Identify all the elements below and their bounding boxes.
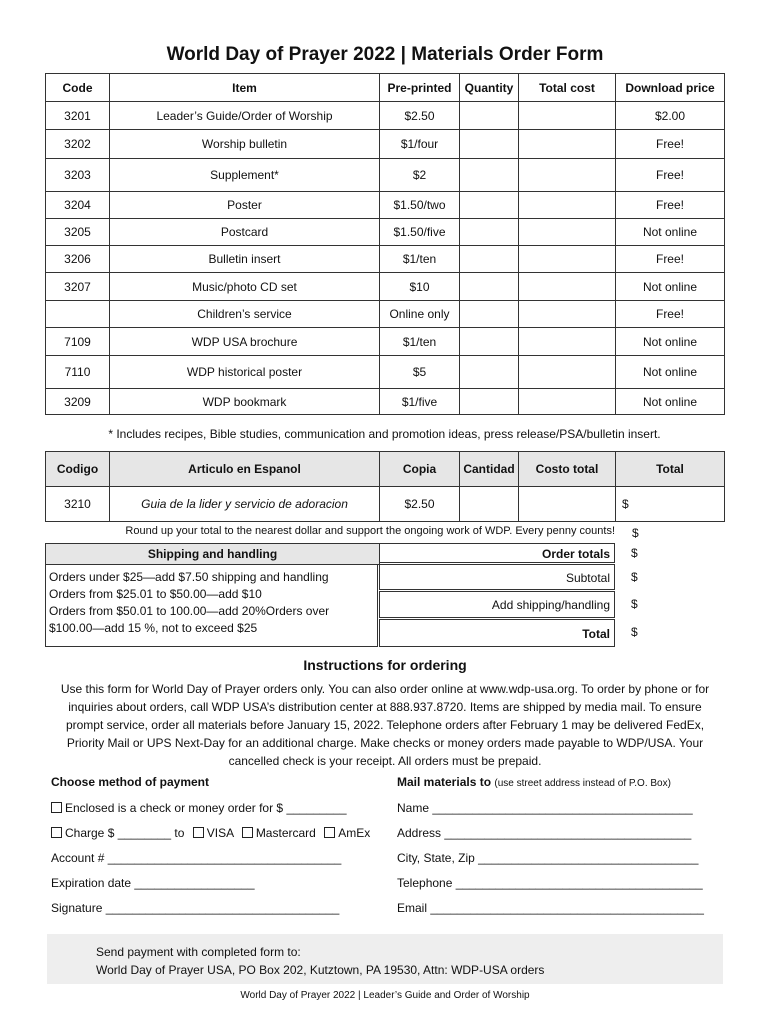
send-payment-text — [96, 943, 544, 979]
item-name: Poster — [110, 192, 380, 219]
spanish-row — [46, 487, 725, 522]
enclosed-label: Enclosed is a check or money order for $ _________ — [65, 801, 347, 815]
item-row — [46, 159, 725, 192]
mail-heading-label: Mail materials to — [397, 775, 492, 789]
col-copia: Copia — [380, 452, 460, 487]
grand-total-label: Total — [379, 619, 615, 647]
item-preprinted-price: $2 — [380, 159, 460, 192]
item-name: WDP USA brochure — [110, 328, 380, 356]
shipping-total-label: Add shipping/handling — [379, 591, 615, 618]
item-row — [46, 219, 725, 246]
visa-label: VISA — [206, 826, 234, 840]
instructions-heading: Instructions for ordering — [303, 657, 467, 673]
shipping-heading: Shipping and handling — [45, 543, 380, 565]
instructions-body: Use this form for World Day of Prayer orders only. You can also order online at www.wdp-usa.org. To order by phone or for inquiries about orders, call WDP USA’s distribution center at 888.937.8720. Items are shipped by media mail. To ensure prompt service, order all materials before January 15, 2022. Telephone orders after February 1 may be delivered FedEx, Priority Mail or UPS Next-Day for an additional charge. Make checks or money orders made payable to WDP/USA. Your cancelled check is your receipt. All orders must be prepaid. — [60, 682, 710, 768]
expiration-field[interactable]: Expiration date __________________ — [51, 876, 255, 890]
item-total-cost-input[interactable] — [519, 159, 616, 192]
spanish-table — [45, 451, 725, 522]
item-quantity-input[interactable] — [460, 356, 519, 389]
item-quantity-input[interactable] — [460, 246, 519, 273]
item-code: 3202 — [46, 130, 110, 159]
item-download-price: Not online — [616, 356, 725, 389]
item-total-cost-input[interactable] — [519, 130, 616, 159]
item-code: 3205 — [46, 219, 110, 246]
item-preprinted-price: $5 — [380, 356, 460, 389]
item-code: 3201 — [46, 102, 110, 130]
item-name: Postcard — [110, 219, 380, 246]
item-preprinted-price: $1/four — [380, 130, 460, 159]
totals-section — [45, 543, 724, 647]
item-download-price: $2.00 — [616, 102, 725, 130]
item-download-price: Free! — [616, 192, 725, 219]
item-preprinted-price: $1/ten — [380, 328, 460, 356]
shipping-line: Orders from $25.01 to $50.00—add $10 — [49, 587, 262, 601]
shipping-line: $100.00—add 15 %, not to exceed $25 — [49, 621, 258, 635]
spanish-item: Guia de la lider y servicio de adoracion — [110, 487, 380, 522]
order-totals-dollar[interactable]: $ — [631, 546, 638, 560]
item-download-price: Free! — [616, 301, 725, 328]
shipping-dollar[interactable]: $ — [631, 597, 638, 611]
charge-row[interactable] — [51, 826, 370, 840]
item-quantity-input[interactable] — [460, 102, 519, 130]
spanish-total-input[interactable]: $ — [616, 487, 725, 522]
item-name: Children’s service — [110, 301, 380, 328]
spanish-costo-input[interactable] — [519, 487, 616, 522]
item-download-price: Not online — [616, 219, 725, 246]
col-preprinted: Pre-printed — [380, 74, 460, 102]
mail-heading — [397, 775, 671, 789]
item-download-price: Not online — [616, 389, 725, 415]
item-row — [46, 102, 725, 130]
item-preprinted-price: $10 — [380, 273, 460, 301]
item-row — [46, 328, 725, 356]
address-field[interactable]: Address _____________________________________ — [397, 826, 692, 840]
item-code — [46, 301, 110, 328]
item-quantity-input[interactable] — [460, 328, 519, 356]
item-quantity-input[interactable] — [460, 130, 519, 159]
enclosed-check-row[interactable] — [51, 801, 347, 815]
item-preprinted-price: $1/five — [380, 389, 460, 415]
item-preprinted-price: $2.50 — [380, 102, 460, 130]
item-name: WDP historical poster — [110, 356, 380, 389]
item-download-price: Not online — [616, 273, 725, 301]
item-row — [46, 130, 725, 159]
item-quantity-input[interactable] — [460, 389, 519, 415]
subtotal-label: Subtotal — [379, 564, 615, 590]
checkbox-icon[interactable] — [324, 827, 335, 838]
item-code: 3207 — [46, 273, 110, 301]
footnote: * Includes recipes, Bible studies, communication and promotion ideas, press release/PSA/bulletin insert. — [108, 427, 661, 441]
item-total-cost-input[interactable] — [519, 389, 616, 415]
item-name: Leader’s Guide/Order of Worship — [110, 102, 380, 130]
item-preprinted-price: $1/ten — [380, 246, 460, 273]
col-articulo: Articulo en Espanol — [110, 452, 380, 487]
send-line-2: World Day of Prayer USA, PO Box 202, Kutztown, PA 19530, Attn: WDP-USA orders — [96, 963, 545, 977]
roundup-dollar[interactable]: $ — [632, 526, 639, 540]
page-title: World Day of Prayer 2022 | Materials Order Form — [166, 44, 604, 65]
send-line-1: Send payment with completed form to: — [96, 945, 301, 959]
total-dollar[interactable]: $ — [631, 625, 638, 639]
col-codigo: Codigo — [46, 452, 110, 487]
charge-label: Charge $ ________ to — [65, 826, 185, 840]
item-total-cost-input[interactable] — [519, 192, 616, 219]
item-row — [46, 389, 725, 415]
spanish-header-row — [46, 452, 725, 487]
item-preprinted-price: $1.50/five — [380, 219, 460, 246]
item-download-price: Not online — [616, 328, 725, 356]
shipping-line: Orders from $50.01 to 100.00—add 20%Orders over — [49, 604, 330, 618]
telephone-field[interactable]: Telephone _____________________________________ — [397, 876, 703, 890]
item-quantity-input[interactable] — [460, 159, 519, 192]
account-field[interactable]: Account # ___________________________________ — [51, 851, 342, 865]
item-download-price: Free! — [616, 246, 725, 273]
item-name: Music/photo CD set — [110, 273, 380, 301]
item-quantity-input[interactable] — [460, 219, 519, 246]
items-table — [45, 73, 725, 415]
shipping-line: Orders under $25—add $7.50 shipping and handling — [49, 570, 329, 584]
col-code: Code — [46, 74, 110, 102]
checkbox-icon[interactable] — [51, 827, 62, 838]
item-row — [46, 192, 725, 219]
signature-field[interactable]: Signature ___________________________________ — [51, 901, 340, 915]
item-code: 3203 — [46, 159, 110, 192]
payment-heading: Choose method of payment — [51, 775, 210, 789]
col-cantidad: Cantidad — [460, 452, 519, 487]
subtotal-dollar[interactable]: $ — [631, 570, 638, 584]
city-state-zip-field[interactable]: City, State, Zip _________________________________ — [397, 851, 699, 865]
item-row — [46, 273, 725, 301]
item-quantity-input[interactable] — [460, 301, 519, 328]
item-quantity-input[interactable] — [460, 273, 519, 301]
col-total: Total — [616, 452, 725, 487]
item-download-price: Free! — [616, 130, 725, 159]
item-preprinted-price: Online only — [380, 301, 460, 328]
amex-label: AmEx — [338, 826, 371, 840]
checkbox-icon[interactable] — [193, 827, 204, 838]
item-name: Bulletin insert — [110, 246, 380, 273]
item-total-cost-input[interactable] — [519, 356, 616, 389]
email-field[interactable]: Email _________________________________________ — [397, 901, 704, 915]
col-total-cost: Total cost — [519, 74, 616, 102]
item-name: WDP bookmark — [110, 389, 380, 415]
item-total-cost-input[interactable] — [519, 102, 616, 130]
mail-note: (use street address instead of P.O. Box) — [494, 778, 671, 789]
col-item: Item — [110, 74, 380, 102]
item-name: Supplement* — [110, 159, 380, 192]
item-row — [46, 301, 725, 328]
item-total-cost-input[interactable] — [519, 219, 616, 246]
item-code: 7110 — [46, 356, 110, 389]
item-code: 7109 — [46, 328, 110, 356]
item-row — [46, 356, 725, 389]
item-total-cost-input[interactable] — [519, 273, 616, 301]
item-preprinted-price: $1.50/two — [380, 192, 460, 219]
item-row — [46, 246, 725, 273]
checkbox-icon[interactable] — [51, 802, 62, 813]
item-name: Worship bulletin — [110, 130, 380, 159]
order-totals-heading: Order totals — [379, 543, 615, 563]
item-total-cost-input[interactable] — [519, 301, 616, 328]
item-code: 3204 — [46, 192, 110, 219]
item-code: 3209 — [46, 389, 110, 415]
mastercard-label: Mastercard — [255, 826, 316, 840]
item-total-cost-input[interactable] — [519, 328, 616, 356]
item-total-cost-input[interactable] — [519, 246, 616, 273]
col-download-price: Download price — [616, 74, 725, 102]
item-download-price: Free! — [616, 159, 725, 192]
shipping-rates — [45, 564, 378, 647]
checkbox-icon[interactable] — [242, 827, 253, 838]
roundup-note: Round up your total to the nearest dollar and support the ongoing work of WDP. Every penny counts! — [125, 525, 615, 537]
spanish-cantidad-input[interactable] — [460, 487, 519, 522]
page-footer: World Day of Prayer 2022 | Leader’s Guide and Order of Worship — [240, 990, 530, 1001]
spanish-code: 3210 — [46, 487, 110, 522]
col-costo-total: Costo total — [519, 452, 616, 487]
name-field[interactable]: Name _______________________________________ — [397, 801, 693, 815]
item-code: 3206 — [46, 246, 110, 273]
item-quantity-input[interactable] — [460, 192, 519, 219]
col-quantity: Quantity — [460, 74, 519, 102]
spanish-copia: $2.50 — [380, 487, 460, 522]
items-header-row — [46, 74, 725, 102]
